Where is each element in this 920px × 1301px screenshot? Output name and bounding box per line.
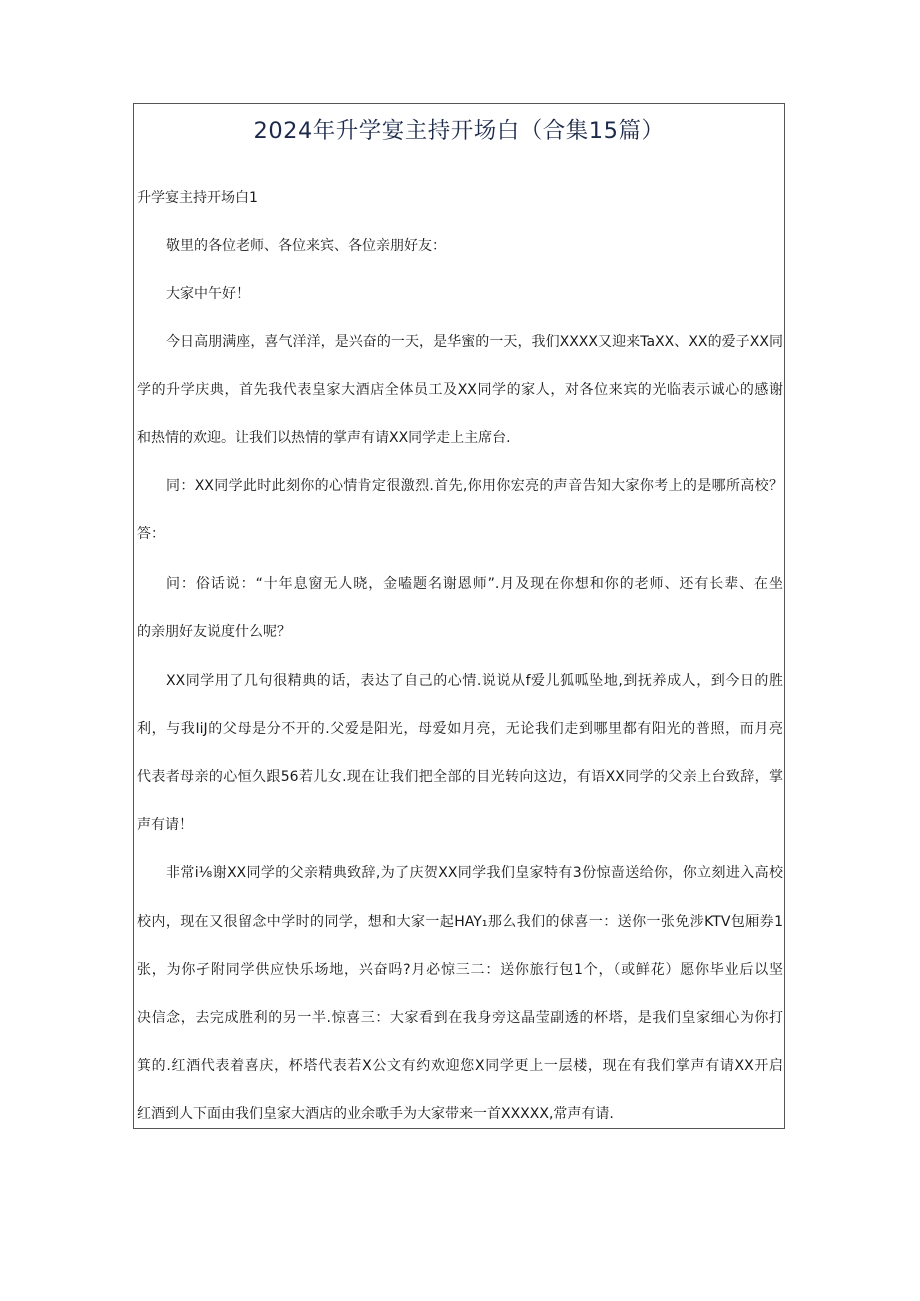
paragraph-line: 红酒到人下面由我们皇家大酒店的业余歌手为大家带来一首XXXXX,常声有请. bbox=[137, 1106, 614, 1122]
paragraph-line: 张，为你孑附同学供应快乐场地，兴奋吗?月必惊三二：送你旅行包1个，（或鲜花）愿你毕业后以坚 bbox=[137, 962, 783, 978]
paragraph-line: 代表者母亲的心恒久跟56若儿女.现在让我们把全部的目光转向这边，有语XX同学的父亲上台致辞，掌 bbox=[137, 769, 783, 785]
paragraph-line: 大家中午好！ bbox=[166, 286, 250, 302]
paragraph-line: 声有请！ bbox=[137, 817, 193, 833]
section-heading: 升学宴主持开场白1 bbox=[137, 190, 258, 206]
paragraph-line: 箕的.红酒代表着喜庆，杯塔代表若X公文有约欢迎您X同学更上一层楼，现在有我们掌声有请XX开启 bbox=[137, 1058, 783, 1074]
document-title: 2024年升学宴主持开场白（合集15篇） bbox=[253, 118, 665, 144]
paragraph-line: 利，与我IiJ的父母是分不开的.父爱是阳光，母爱如月亮，无论我们走到哪里都有阳光的普照，而月亮 bbox=[137, 721, 783, 737]
paragraph-line: 决信念，去完成胜利的另一半.惊喜三：大家看到在我身旁这晶莹副透的杯塔，是我们皇家细心为你打 bbox=[137, 1010, 783, 1026]
paragraph-line: 问：俗话说：“十年息窗无人晓，金嗑题名谢恩师”.月及现在你想和你的老师、还有长辈、在坐 bbox=[166, 576, 783, 592]
document-page bbox=[133, 103, 785, 1129]
paragraph-line: 校内，现在又很留念中学时的同学，想和大家一起HAY₁那么我们的俅喜一：送你一张免涉KTV包厢券1 bbox=[137, 914, 783, 930]
paragraph-line: 今日高朋满座，喜气洋洋，是兴奋的一天，是华蜜的一天，我们XXXX又迎来TaXX、XX的爱子XX同 bbox=[166, 334, 783, 350]
paragraph-line: 敬里的各位老师、各位来宾、各位亲朋好友： bbox=[166, 238, 446, 254]
paragraph-line: 的亲朋好友说度什么呢？ bbox=[137, 624, 291, 640]
paragraph-line: 同：XX同学此时此刻你的心情肯定很激烈.首先,你用你宏亮的声音告知大家你考上的是哪所高校？ bbox=[166, 478, 783, 494]
paragraph-line: 学的升学庆典，首先我代表皇家大酒店全体员工及XX同学的家人，对各位来宾的光临表示诚心的感谢 bbox=[137, 382, 783, 398]
paragraph-line: 非常i⅛谢XX同学的父亲精典致辞,为了庆贺XX同学我们皇家特有3份惊啬送给你，你立刻进入高校 bbox=[166, 865, 783, 881]
paragraph-line: XX同学用了几句很精典的话，表达了自己的心情.说说从f爱儿狐呱坠地,到抚养成人，到今日的胜 bbox=[166, 673, 783, 689]
paragraph-line: 答： bbox=[137, 526, 165, 542]
paragraph-line: 和热情的欢迎。让我们以热情的掌声有请XX同学走上主席台. bbox=[137, 430, 511, 446]
